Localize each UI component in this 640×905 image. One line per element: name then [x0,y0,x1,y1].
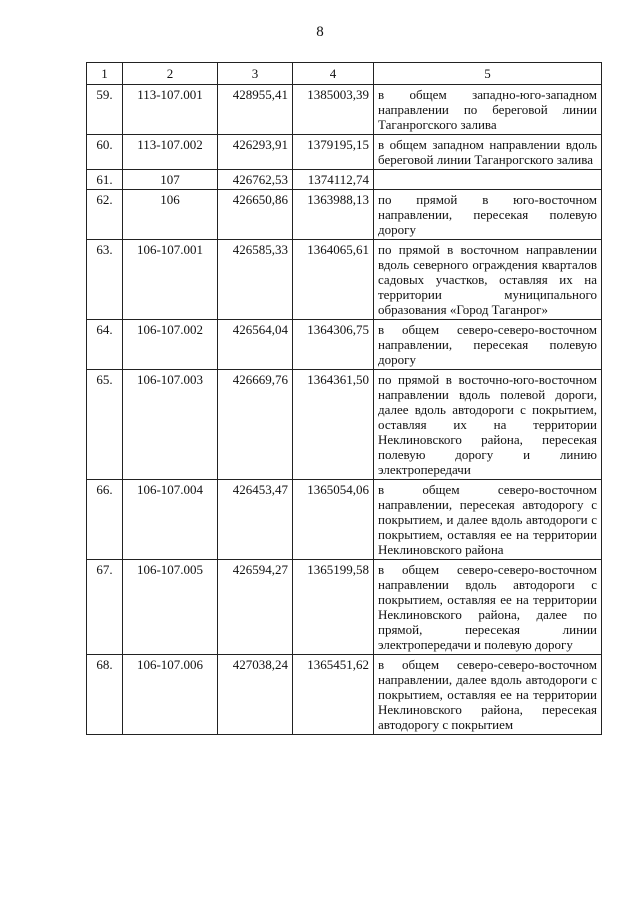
coord-y: 1379195,15 [293,135,374,170]
table-row [87,85,602,135]
boundary-description: по прямой в восточном направлении вдоль северного ограждения кварталов садовых участков, оставляя их на территории муниципального образования «Город Таганрог» [374,240,602,320]
row-number: 65. [87,370,123,480]
coord-x: 426293,91 [218,135,293,170]
row-number: 67. [87,560,123,655]
coord-x: 426453,47 [218,480,293,560]
row-number: 62. [87,190,123,240]
coord-x: 427038,24 [218,655,293,735]
point-id: 106-107.005 [123,560,218,655]
row-number: 61. [87,170,123,190]
table-row [87,560,602,655]
boundary-points-table [86,62,602,735]
table-row [87,320,602,370]
header-col-4: 4 [293,63,374,85]
point-id: 113-107.001 [123,85,218,135]
coord-x: 426669,76 [218,370,293,480]
coord-y: 1365054,06 [293,480,374,560]
point-id: 113-107.002 [123,135,218,170]
coord-y: 1363988,13 [293,190,374,240]
table-row [87,190,602,240]
point-id: 106-107.006 [123,655,218,735]
boundary-description: в общем северо-северо-восточном направлении вдоль автодороги с покрытием, оставляя ее на территории Неклиновского района, далее по прямой, пересекая линии электропередачи и полевую дорогу [374,560,602,655]
table-row [87,655,602,735]
coord-x: 428955,41 [218,85,293,135]
coord-y: 1364306,75 [293,320,374,370]
coord-y: 1365451,62 [293,655,374,735]
coord-y: 1365199,58 [293,560,374,655]
boundary-description: в общем западном направлении вдоль береговой линии Таганрогского залива [374,135,602,170]
coord-x: 426650,86 [218,190,293,240]
table-row [87,370,602,480]
header-col-1: 1 [87,63,123,85]
boundary-description: в общем западно-юго-западном направлении по береговой линии Таганрогского залива [374,85,602,135]
point-id: 107 [123,170,218,190]
point-id: 106-107.004 [123,480,218,560]
header-col-3: 3 [218,63,293,85]
point-id: 106-107.001 [123,240,218,320]
coord-x: 426585,33 [218,240,293,320]
table-row [87,240,602,320]
coord-x: 426762,53 [218,170,293,190]
header-col-2: 2 [123,63,218,85]
boundary-description: в общем северо-северо-восточном направлении, далее вдоль автодороги с покрытием, оставляя ее на территории Неклиновского района, пересекая автодорогу с покрытием [374,655,602,735]
row-number: 59. [87,85,123,135]
point-id: 106-107.003 [123,370,218,480]
boundary-description: по прямой в восточно-юго-восточном направлении вдоль полевой дороги, далее вдоль автодороги с покрытием, оставляя их на территории Неклиновского района, пересекая полевую дорогу и линию электропередачи [374,370,602,480]
boundary-description: в общем северо-северо-восточном направлении, пересекая полевую дорогу [374,320,602,370]
row-number: 68. [87,655,123,735]
coord-x: 426594,27 [218,560,293,655]
row-number: 63. [87,240,123,320]
header-col-5: 5 [374,63,602,85]
table-row [87,135,602,170]
coord-y: 1374112,74 [293,170,374,190]
boundary-description: в общем северо-восточном направлении, пересекая автодорогу с покрытием, и далее вдоль автодороги с покрытием, оставляя ее на территории Неклиновского района [374,480,602,560]
row-number: 64. [87,320,123,370]
coord-y: 1385003,39 [293,85,374,135]
point-id: 106-107.002 [123,320,218,370]
boundary-description: по прямой в юго-восточном направлении, пересекая полевую дорогу [374,190,602,240]
row-number: 60. [87,135,123,170]
table-row [87,170,602,190]
table-header-row [87,63,602,85]
coord-x: 426564,04 [218,320,293,370]
coord-y: 1364361,50 [293,370,374,480]
point-id: 106 [123,190,218,240]
boundary-description [374,170,602,190]
table-row [87,480,602,560]
coord-y: 1364065,61 [293,240,374,320]
page-number: 8 [316,24,324,40]
row-number: 66. [87,480,123,560]
